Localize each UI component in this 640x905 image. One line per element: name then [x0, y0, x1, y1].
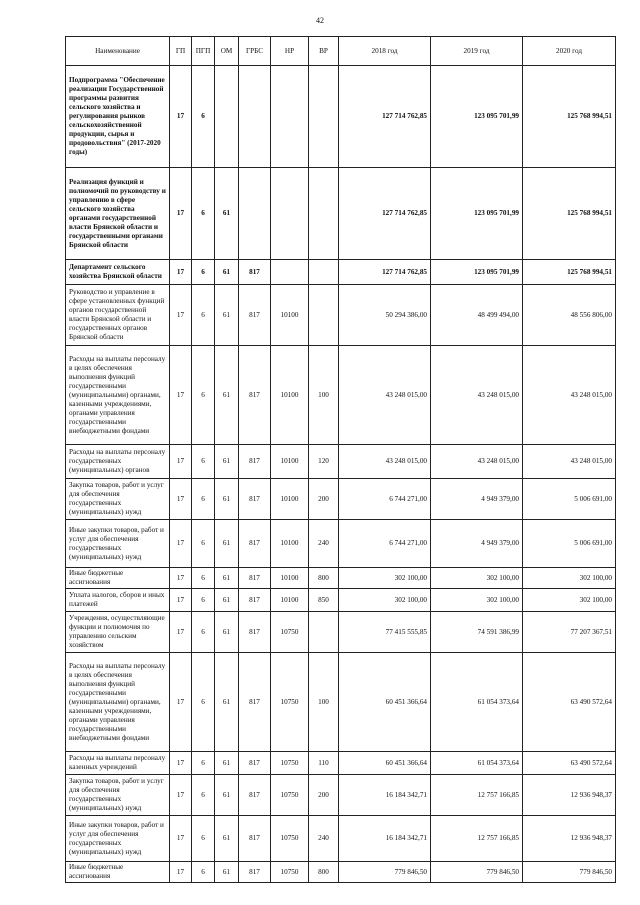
row-value-2019: 123 095 701,99 [431, 66, 523, 168]
row-name: Расходы на выплаты персоналу государственных (муниципальных) органов [66, 445, 170, 479]
row-name: Закупка товаров, работ и услуг для обеспечения государственных (муниципальных) нужд [66, 479, 170, 520]
row-pgp: 6 [192, 612, 215, 653]
row-value-2020: 43 248 015,00 [523, 445, 616, 479]
row-name: Иные закупки товаров, работ и услуг для обеспечения государственных (муниципальных) нужд [66, 816, 170, 862]
table-row [66, 653, 616, 752]
row-nr: 10100 [271, 346, 309, 445]
table-row [66, 612, 616, 653]
row-nr [271, 260, 309, 285]
row-vr [309, 612, 339, 653]
row-nr: 10750 [271, 612, 309, 653]
row-name: Расходы на выплаты персоналу в целях обеспечения выполнения функций государственными (муниципальными) органами, казенными учреждениями, органами управления государственными внебюджетными фондами [66, 346, 170, 445]
row-vr: 240 [309, 816, 339, 862]
row-value-2020: 125 768 994,51 [523, 66, 616, 168]
row-value-2020: 43 248 015,00 [523, 346, 616, 445]
row-vr: 200 [309, 479, 339, 520]
row-om: 61 [215, 520, 239, 568]
row-name: Расходы на выплаты персоналу казенных учреждений [66, 752, 170, 775]
table-row [66, 568, 616, 589]
row-value-2020: 63 490 572,64 [523, 752, 616, 775]
header-2019: 2019 год [431, 37, 523, 66]
row-pgp: 6 [192, 568, 215, 589]
row-pgp: 6 [192, 168, 215, 260]
row-nr: 10750 [271, 862, 309, 883]
row-gp: 17 [170, 520, 192, 568]
page-number: 42 [316, 16, 324, 25]
row-value-2018: 302 100,00 [339, 568, 431, 589]
row-name: Подпрограмма "Обеспечение реализации Государственной программы развития сельского хозяйства и регулирования рынков сельскохозяйственной продукции, сырья и продовольствия" (2017-2020 годы) [66, 66, 170, 168]
row-vr: 100 [309, 346, 339, 445]
row-vr: 100 [309, 653, 339, 752]
row-value-2020: 12 936 948,37 [523, 816, 616, 862]
row-value-2020: 77 207 367,51 [523, 612, 616, 653]
row-grbs: 817 [239, 589, 271, 612]
row-value-2019: 123 095 701,99 [431, 168, 523, 260]
row-om: 61 [215, 260, 239, 285]
row-value-2020: 5 006 691,00 [523, 520, 616, 568]
row-value-2019: 4 949 379,00 [431, 520, 523, 568]
row-value-2020: 5 006 691,00 [523, 479, 616, 520]
row-pgp: 6 [192, 653, 215, 752]
row-nr [271, 168, 309, 260]
row-om: 61 [215, 568, 239, 589]
row-pgp: 6 [192, 589, 215, 612]
row-grbs: 817 [239, 862, 271, 883]
row-value-2019: 302 100,00 [431, 568, 523, 589]
table-row [66, 752, 616, 775]
row-gp: 17 [170, 568, 192, 589]
row-name: Иные бюджетные ассигнования [66, 568, 170, 589]
row-pgp: 6 [192, 285, 215, 346]
row-value-2018: 127 714 762,85 [339, 260, 431, 285]
row-nr: 10750 [271, 752, 309, 775]
table-row [66, 816, 616, 862]
table-row [66, 520, 616, 568]
row-value-2019: 12 757 166,85 [431, 775, 523, 816]
row-pgp: 6 [192, 775, 215, 816]
row-gp: 17 [170, 862, 192, 883]
table-header-row [66, 37, 616, 66]
row-om: 61 [215, 589, 239, 612]
row-name: Закупка товаров, работ и услуг для обеспечения государственных (муниципальных) нужд [66, 775, 170, 816]
row-vr: 800 [309, 862, 339, 883]
row-value-2018: 6 744 271,00 [339, 520, 431, 568]
row-gp: 17 [170, 612, 192, 653]
row-nr: 10750 [271, 775, 309, 816]
row-value-2018: 16 184 342,71 [339, 816, 431, 862]
row-vr [309, 260, 339, 285]
row-name: Уплата налогов, сборов и иных платежей [66, 589, 170, 612]
row-om: 61 [215, 752, 239, 775]
row-value-2019: 123 095 701,99 [431, 260, 523, 285]
row-value-2019: 43 248 015,00 [431, 346, 523, 445]
row-nr [271, 66, 309, 168]
row-om: 61 [215, 285, 239, 346]
row-om: 61 [215, 653, 239, 752]
row-grbs [239, 168, 271, 260]
row-nr: 10100 [271, 568, 309, 589]
row-value-2020: 302 100,00 [523, 568, 616, 589]
row-name: Иные бюджетные ассигнования [66, 862, 170, 883]
row-name: Расходы на выплаты персоналу в целях обеспечения выполнения функций государственными (муниципальными) органами, казенными учреждениями, органами управления государственными внебюджетными фондами [66, 653, 170, 752]
row-vr: 120 [309, 445, 339, 479]
row-om: 61 [215, 816, 239, 862]
row-pgp: 6 [192, 479, 215, 520]
row-nr: 10100 [271, 589, 309, 612]
row-grbs: 817 [239, 285, 271, 346]
row-value-2018: 60 451 366,64 [339, 752, 431, 775]
header-2018: 2018 год [339, 37, 431, 66]
row-vr: 240 [309, 520, 339, 568]
row-om: 61 [215, 346, 239, 445]
row-value-2018: 16 184 342,71 [339, 775, 431, 816]
row-value-2018: 6 744 271,00 [339, 479, 431, 520]
table-row [66, 862, 616, 883]
row-grbs: 817 [239, 568, 271, 589]
table-row [66, 285, 616, 346]
row-grbs: 817 [239, 752, 271, 775]
row-name: Учреждения, осуществляющие функции и полномочия по управлению сельским хозяйством [66, 612, 170, 653]
row-value-2018: 77 415 555,85 [339, 612, 431, 653]
header-2020: 2020 год [523, 37, 616, 66]
row-value-2018: 127 714 762,85 [339, 168, 431, 260]
row-value-2019: 302 100,00 [431, 589, 523, 612]
header-pgp: ПГП [192, 37, 215, 66]
row-gp: 17 [170, 66, 192, 168]
row-gp: 17 [170, 479, 192, 520]
row-om: 61 [215, 862, 239, 883]
row-value-2020: 125 768 994,51 [523, 260, 616, 285]
row-gp: 17 [170, 346, 192, 445]
row-grbs: 817 [239, 775, 271, 816]
row-name: Руководство и управление в сфере установленных функций органов государственной власти Брянской области и государственных органов Брянской области [66, 285, 170, 346]
row-nr: 10100 [271, 520, 309, 568]
row-value-2020: 779 846,50 [523, 862, 616, 883]
row-pgp: 6 [192, 66, 215, 168]
row-name: Реализация функций и полномочий по руководству и управлению в сфере сельского хозяйства органами государственной власти Брянской области и государственными органами Брянской области [66, 168, 170, 260]
row-grbs: 817 [239, 520, 271, 568]
row-gp: 17 [170, 445, 192, 479]
budget-table [65, 36, 616, 883]
row-gp: 17 [170, 816, 192, 862]
table-row [66, 346, 616, 445]
row-vr: 110 [309, 752, 339, 775]
row-value-2018: 60 451 366,64 [339, 653, 431, 752]
row-nr: 10100 [271, 285, 309, 346]
header-nr: НР [271, 37, 309, 66]
row-value-2019: 4 949 379,00 [431, 479, 523, 520]
row-grbs [239, 66, 271, 168]
row-value-2020: 12 936 948,37 [523, 775, 616, 816]
row-gp: 17 [170, 653, 192, 752]
row-nr: 10100 [271, 479, 309, 520]
row-gp: 17 [170, 285, 192, 346]
row-value-2019: 779 846,50 [431, 862, 523, 883]
row-grbs: 817 [239, 479, 271, 520]
row-nr: 10100 [271, 445, 309, 479]
row-value-2019: 61 054 373,64 [431, 653, 523, 752]
row-pgp: 6 [192, 862, 215, 883]
row-grbs: 817 [239, 260, 271, 285]
row-value-2018: 127 714 762,85 [339, 66, 431, 168]
row-value-2020: 63 490 572,64 [523, 653, 616, 752]
row-om: 61 [215, 775, 239, 816]
header-grbs: ГРБС [239, 37, 271, 66]
row-value-2020: 125 768 994,51 [523, 168, 616, 260]
row-vr [309, 168, 339, 260]
row-name: Иные закупки товаров, работ и услуг для обеспечения государственных (муниципальных) нужд [66, 520, 170, 568]
row-name: Департамент сельского хозяйства Брянской области [66, 260, 170, 285]
table-row [66, 168, 616, 260]
row-gp: 17 [170, 752, 192, 775]
row-om: 61 [215, 445, 239, 479]
row-value-2019: 74 591 386,99 [431, 612, 523, 653]
row-value-2020: 302 100,00 [523, 589, 616, 612]
row-value-2018: 302 100,00 [339, 589, 431, 612]
table-row [66, 775, 616, 816]
header-om: ОМ [215, 37, 239, 66]
row-om: 61 [215, 479, 239, 520]
row-value-2018: 43 248 015,00 [339, 445, 431, 479]
row-vr [309, 285, 339, 346]
row-pgp: 6 [192, 816, 215, 862]
row-pgp: 6 [192, 752, 215, 775]
row-pgp: 6 [192, 260, 215, 285]
row-value-2018: 779 846,50 [339, 862, 431, 883]
row-value-2018: 50 294 386,00 [339, 285, 431, 346]
row-value-2019: 43 248 015,00 [431, 445, 523, 479]
row-value-2019: 48 499 494,00 [431, 285, 523, 346]
row-pgp: 6 [192, 445, 215, 479]
row-grbs: 817 [239, 612, 271, 653]
row-value-2020: 48 556 806,00 [523, 285, 616, 346]
row-vr: 800 [309, 568, 339, 589]
header-vr: ВР [309, 37, 339, 66]
row-vr: 200 [309, 775, 339, 816]
row-om [215, 66, 239, 168]
header-name: Наименование [66, 37, 170, 66]
row-value-2019: 12 757 166,85 [431, 816, 523, 862]
row-gp: 17 [170, 775, 192, 816]
row-gp: 17 [170, 168, 192, 260]
row-grbs: 817 [239, 816, 271, 862]
row-gp: 17 [170, 260, 192, 285]
row-nr: 10750 [271, 816, 309, 862]
row-grbs: 817 [239, 653, 271, 752]
row-vr: 850 [309, 589, 339, 612]
header-gp: ГП [170, 37, 192, 66]
table-row [66, 589, 616, 612]
row-pgp: 6 [192, 346, 215, 445]
row-om: 61 [215, 612, 239, 653]
row-vr [309, 66, 339, 168]
row-nr: 10750 [271, 653, 309, 752]
row-grbs: 817 [239, 346, 271, 445]
row-grbs: 817 [239, 445, 271, 479]
row-om: 61 [215, 168, 239, 260]
row-value-2018: 43 248 015,00 [339, 346, 431, 445]
table-row [66, 479, 616, 520]
table-row [66, 260, 616, 285]
row-pgp: 6 [192, 520, 215, 568]
row-value-2019: 61 054 373,64 [431, 752, 523, 775]
table-row [66, 66, 616, 168]
table-row [66, 445, 616, 479]
row-gp: 17 [170, 589, 192, 612]
